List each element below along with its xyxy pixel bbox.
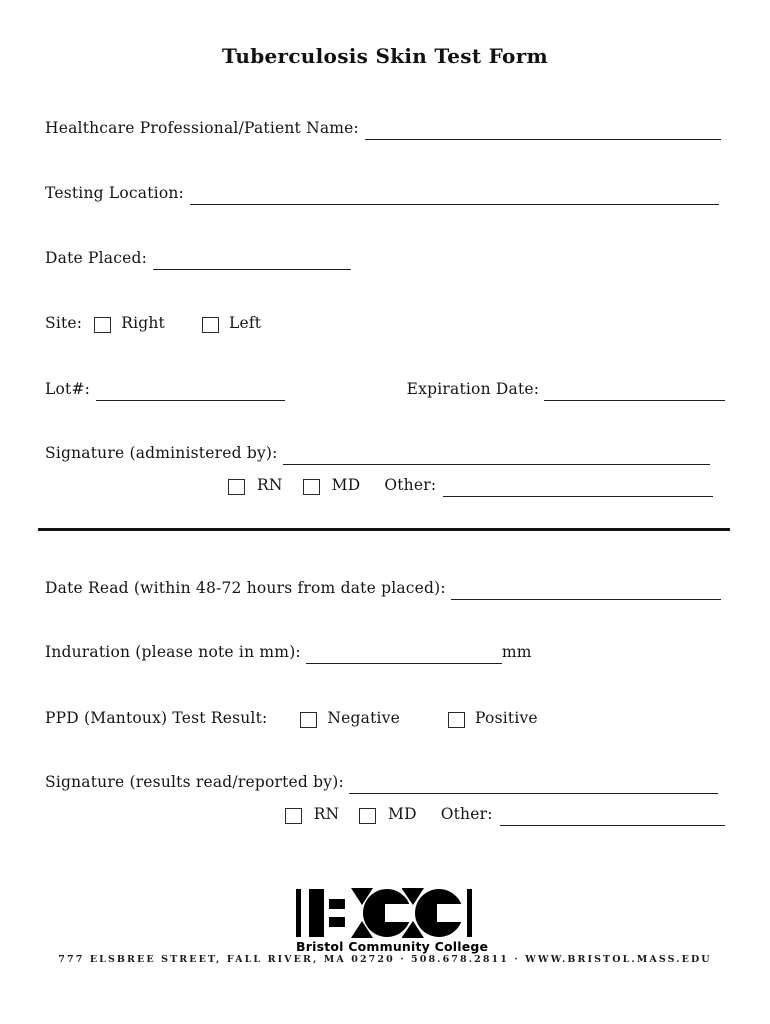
lot-input-line[interactable] [96,378,285,401]
bcc-logo [0,888,770,954]
expiration-date-input-line[interactable] [544,378,725,401]
negative-label: Negative [327,709,401,727]
checkbox-negative[interactable] [300,712,317,728]
date-placed-row [45,244,725,270]
other-input-line-results[interactable] [500,803,725,826]
induration-label: Induration (please note in mm): [45,643,301,661]
induration-row [45,638,725,664]
positive-label: Positive [475,709,538,727]
induration-input-line[interactable] [306,641,502,664]
other-label-administered: Other: [384,476,437,494]
md-label-results: MD [388,805,417,823]
expiration-date-label: Expiration Date: [406,380,540,398]
section-divider [38,528,730,531]
checkbox-positive[interactable] [448,712,465,728]
bcc-logo-mark [296,888,474,938]
date-placed-label: Date Placed: [45,249,148,267]
checkbox-site-right[interactable] [94,317,111,333]
bcc-logo-name: Bristol Community College [296,939,489,954]
signature-administered-label: Signature (administered by): [45,444,278,462]
checkbox-md-administered[interactable] [303,479,320,495]
credentials-results-row [45,800,725,826]
name-input-line[interactable] [365,117,721,140]
signature-administered-input-line[interactable] [283,442,710,465]
rn-label-results: RN [313,805,340,823]
credentials-administered-row [45,471,725,497]
lot-expiration-row [45,375,725,401]
checkbox-rn-results[interactable] [285,808,302,824]
checkbox-rn-administered[interactable] [228,479,245,495]
signature-results-row [45,768,725,794]
name-row [45,114,725,140]
md-label-administered: MD [331,476,361,494]
testing-location-label: Testing Location: [45,184,184,202]
ppd-result-row [45,704,725,730]
rn-label-administered: RN [257,476,283,494]
signature-results-input-line[interactable] [349,771,718,794]
testing-location-input-line[interactable] [190,182,719,205]
ppd-result-label: PPD (Mantoux) Test Result: [45,709,268,727]
site-left-label: Left [228,314,262,332]
checkbox-site-left[interactable] [202,317,219,333]
date-read-label: Date Read (within 48-72 hours from date placed): [45,579,446,597]
other-input-line-administered[interactable] [443,474,713,497]
site-label: Site: [45,314,83,332]
site-right-label: Right [121,314,165,332]
signature-results-label: Signature (results read/reported by): [45,773,344,791]
name-label: Healthcare Professional/Patient Name: [45,119,359,137]
date-read-row [45,574,725,600]
date-read-input-line[interactable] [451,577,721,600]
footer-address: 777 ELSBREE STREET, FALL RIVER, MA 02720 · 508.678.2811 · WWW.BRISTOL.MASS.EDU [58,954,712,965]
checkbox-md-results[interactable] [359,808,376,824]
other-label-results: Other: [440,805,493,823]
lot-label: Lot#: [45,380,91,398]
site-row [45,309,725,335]
page-title: Tuberculosis Skin Test Form [222,44,548,68]
date-placed-input-line[interactable] [153,247,351,270]
induration-unit-label: mm [501,643,532,661]
signature-administered-row [45,439,725,465]
testing-location-row [45,179,725,205]
